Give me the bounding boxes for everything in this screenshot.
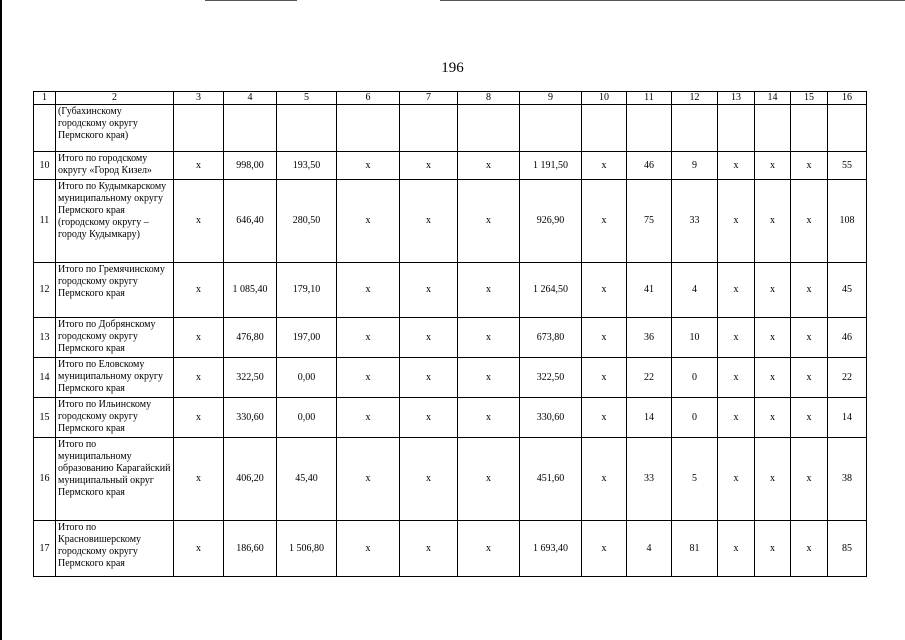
table-cell: х (174, 438, 224, 521)
table-cell: х (174, 358, 224, 398)
header-cell: 8 (458, 92, 520, 105)
table-cell: 9 (672, 152, 718, 180)
municipality-name-cell: Итого по городскому округу «Город Кизел» (56, 152, 174, 180)
header-cell: 7 (400, 92, 458, 105)
table-cell: 998,00 (224, 152, 277, 180)
table-cell: х (174, 318, 224, 358)
table-cell: х (582, 263, 627, 318)
table-cell: х (755, 438, 791, 521)
table-cell: 22 (627, 358, 672, 398)
header-cell: 6 (337, 92, 400, 105)
municipality-name-cell: Итого по муниципальному образованию Карагайский муниципальный округ Пермского края (56, 438, 174, 521)
table-cell: 38 (828, 438, 867, 521)
table-cell: 926,90 (520, 180, 582, 263)
table-cell: 22 (828, 358, 867, 398)
table-cell (828, 105, 867, 152)
table-cell: 4 (627, 521, 672, 577)
table-cell: х (458, 358, 520, 398)
data-table (33, 91, 867, 577)
table-cell (400, 105, 458, 152)
municipality-name-cell: Итого по Красновишерскому городскому округу Пермского края (56, 521, 174, 577)
table-cell: 55 (828, 152, 867, 180)
row-number-cell: 16 (34, 438, 56, 521)
row-number-cell (34, 105, 56, 152)
table-cell: 280,50 (277, 180, 337, 263)
header-cell: 2 (56, 92, 174, 105)
row-number-cell: 13 (34, 318, 56, 358)
table-cell: х (755, 318, 791, 358)
top-rule-left (205, 0, 297, 1)
table-cell: х (791, 521, 828, 577)
table-cell: 322,50 (520, 358, 582, 398)
row-number-cell: 11 (34, 180, 56, 263)
table-cell: х (718, 318, 755, 358)
table-cell: 0,00 (277, 358, 337, 398)
table-cell (224, 105, 277, 152)
table-cell (337, 105, 400, 152)
table-cell: 197,00 (277, 318, 337, 358)
table-cell: х (337, 438, 400, 521)
table-cell: х (718, 438, 755, 521)
table-cell: 330,60 (520, 398, 582, 438)
table-cell: х (755, 180, 791, 263)
table-cell: х (337, 263, 400, 318)
table-row (34, 180, 867, 263)
table-cell: х (458, 438, 520, 521)
table-cell: 85 (828, 521, 867, 577)
municipality-name-cell: Итого по Добрянскому городскому округу Пермского края (56, 318, 174, 358)
row-number-cell: 10 (34, 152, 56, 180)
table-cell: 1 693,40 (520, 521, 582, 577)
table-cell: 0 (672, 398, 718, 438)
header-cell: 10 (582, 92, 627, 105)
row-number-cell: 17 (34, 521, 56, 577)
header-cell: 11 (627, 92, 672, 105)
table-row (34, 438, 867, 521)
table-cell: х (718, 263, 755, 318)
municipality-name-cell: Итого по Кудымкарскому муниципальному округу Пермского края (городскому округу – городу Кудымкару) (56, 180, 174, 263)
table-row (34, 318, 867, 358)
table-cell: х (582, 358, 627, 398)
table-cell: х (582, 180, 627, 263)
header-row (34, 92, 867, 105)
table-cell (174, 105, 224, 152)
table-cell: х (582, 318, 627, 358)
table-cell: х (755, 398, 791, 438)
table-cell: 36 (627, 318, 672, 358)
table-cell (791, 105, 828, 152)
table-cell: 4 (672, 263, 718, 318)
table-cell: х (458, 318, 520, 358)
table-cell (755, 105, 791, 152)
header-cell: 4 (224, 92, 277, 105)
table-cell: х (791, 358, 828, 398)
table-cell: х (582, 398, 627, 438)
table-cell: х (174, 398, 224, 438)
table-cell: 46 (828, 318, 867, 358)
table-cell: 406,20 (224, 438, 277, 521)
header-cell: 12 (672, 92, 718, 105)
table-cell: 14 (828, 398, 867, 438)
table-cell: х (791, 180, 828, 263)
row-number-cell: 15 (34, 398, 56, 438)
table-cell: х (458, 152, 520, 180)
table-cell: 14 (627, 398, 672, 438)
header-cell: 1 (34, 92, 56, 105)
table-cell: х (458, 521, 520, 577)
header-cell: 16 (828, 92, 867, 105)
table-cell: 41 (627, 263, 672, 318)
table-cell: х (755, 358, 791, 398)
table-cell: 5 (672, 438, 718, 521)
table-cell: 0 (672, 358, 718, 398)
table-cell: х (791, 318, 828, 358)
table-cell: 45,40 (277, 438, 337, 521)
page-number: 196 (441, 60, 464, 76)
table-row (34, 263, 867, 318)
header-cell: 13 (718, 92, 755, 105)
table-cell: х (718, 358, 755, 398)
table-cell: х (458, 263, 520, 318)
table-cell: х (337, 358, 400, 398)
table-cell: 46 (627, 152, 672, 180)
table-row (34, 358, 867, 398)
table-cell: х (337, 180, 400, 263)
table-cell: х (174, 180, 224, 263)
table-cell: 179,10 (277, 263, 337, 318)
row-number-cell: 14 (34, 358, 56, 398)
table-cell: х (337, 318, 400, 358)
table-cell: х (755, 521, 791, 577)
table-cell: х (458, 398, 520, 438)
table-cell: х (400, 521, 458, 577)
table-cell: х (400, 263, 458, 318)
table-cell: х (791, 152, 828, 180)
header-cell: 15 (791, 92, 828, 105)
table-cell: х (582, 152, 627, 180)
table-cell: 1 191,50 (520, 152, 582, 180)
table-cell: х (582, 438, 627, 521)
header-cell: 9 (520, 92, 582, 105)
scan-edge-line (0, 0, 2, 640)
table-cell: 108 (828, 180, 867, 263)
header-cell: 14 (755, 92, 791, 105)
table-cell: х (755, 152, 791, 180)
table-cell: х (458, 180, 520, 263)
table-cell: 646,40 (224, 180, 277, 263)
top-rule-right (440, 0, 905, 1)
table-cell: 33 (672, 180, 718, 263)
table-cell: х (582, 521, 627, 577)
row-number-cell: 12 (34, 263, 56, 318)
table-cell: х (718, 398, 755, 438)
table-cell: х (791, 398, 828, 438)
table-cell: х (791, 263, 828, 318)
table-cell: х (174, 152, 224, 180)
table-cell: х (174, 521, 224, 577)
table-cell: х (337, 398, 400, 438)
table-row (34, 105, 867, 152)
table-cell: 1 506,80 (277, 521, 337, 577)
table-cell: х (718, 521, 755, 577)
table-cell: х (400, 438, 458, 521)
table-cell: 1 085,40 (224, 263, 277, 318)
table-cell (520, 105, 582, 152)
table-cell: х (337, 521, 400, 577)
table-cell: х (400, 358, 458, 398)
table-row (34, 398, 867, 438)
table-cell: 81 (672, 521, 718, 577)
table-cell: х (718, 180, 755, 263)
table-cell: х (337, 152, 400, 180)
municipality-name-cell: Итого по Еловскому муниципальному округу Пермского края (56, 358, 174, 398)
municipality-name-cell: Итого по Ильинскому городскому округу Пермского края (56, 398, 174, 438)
table-cell (458, 105, 520, 152)
table-cell: 673,80 (520, 318, 582, 358)
table-cell (672, 105, 718, 152)
table-cell: 186,60 (224, 521, 277, 577)
table-cell (627, 105, 672, 152)
municipality-name-cell: Итого по Гремячинскому городскому округу Пермского края (56, 263, 174, 318)
table-cell (277, 105, 337, 152)
table-cell: х (400, 152, 458, 180)
table-cell: х (400, 398, 458, 438)
table-cell: 476,80 (224, 318, 277, 358)
municipality-name-cell: (Губахинскому городскому округу Пермского края) (56, 105, 174, 152)
table-row (34, 521, 867, 577)
table-cell: х (174, 263, 224, 318)
table-cell: 45 (828, 263, 867, 318)
header-cell: 3 (174, 92, 224, 105)
table-cell: 33 (627, 438, 672, 521)
table-cell: 75 (627, 180, 672, 263)
table-cell: 322,50 (224, 358, 277, 398)
table-cell: х (755, 263, 791, 318)
table-cell: 330,60 (224, 398, 277, 438)
table-row (34, 152, 867, 180)
table-cell: 193,50 (277, 152, 337, 180)
table-cell (718, 105, 755, 152)
table-cell: х (400, 180, 458, 263)
table-cell: 1 264,50 (520, 263, 582, 318)
table-cell: 451,60 (520, 438, 582, 521)
header-cell: 5 (277, 92, 337, 105)
table-cell (582, 105, 627, 152)
table-cell: 0,00 (277, 398, 337, 438)
table-cell: х (400, 318, 458, 358)
table-cell: х (791, 438, 828, 521)
table-cell: 10 (672, 318, 718, 358)
table-cell: х (718, 152, 755, 180)
